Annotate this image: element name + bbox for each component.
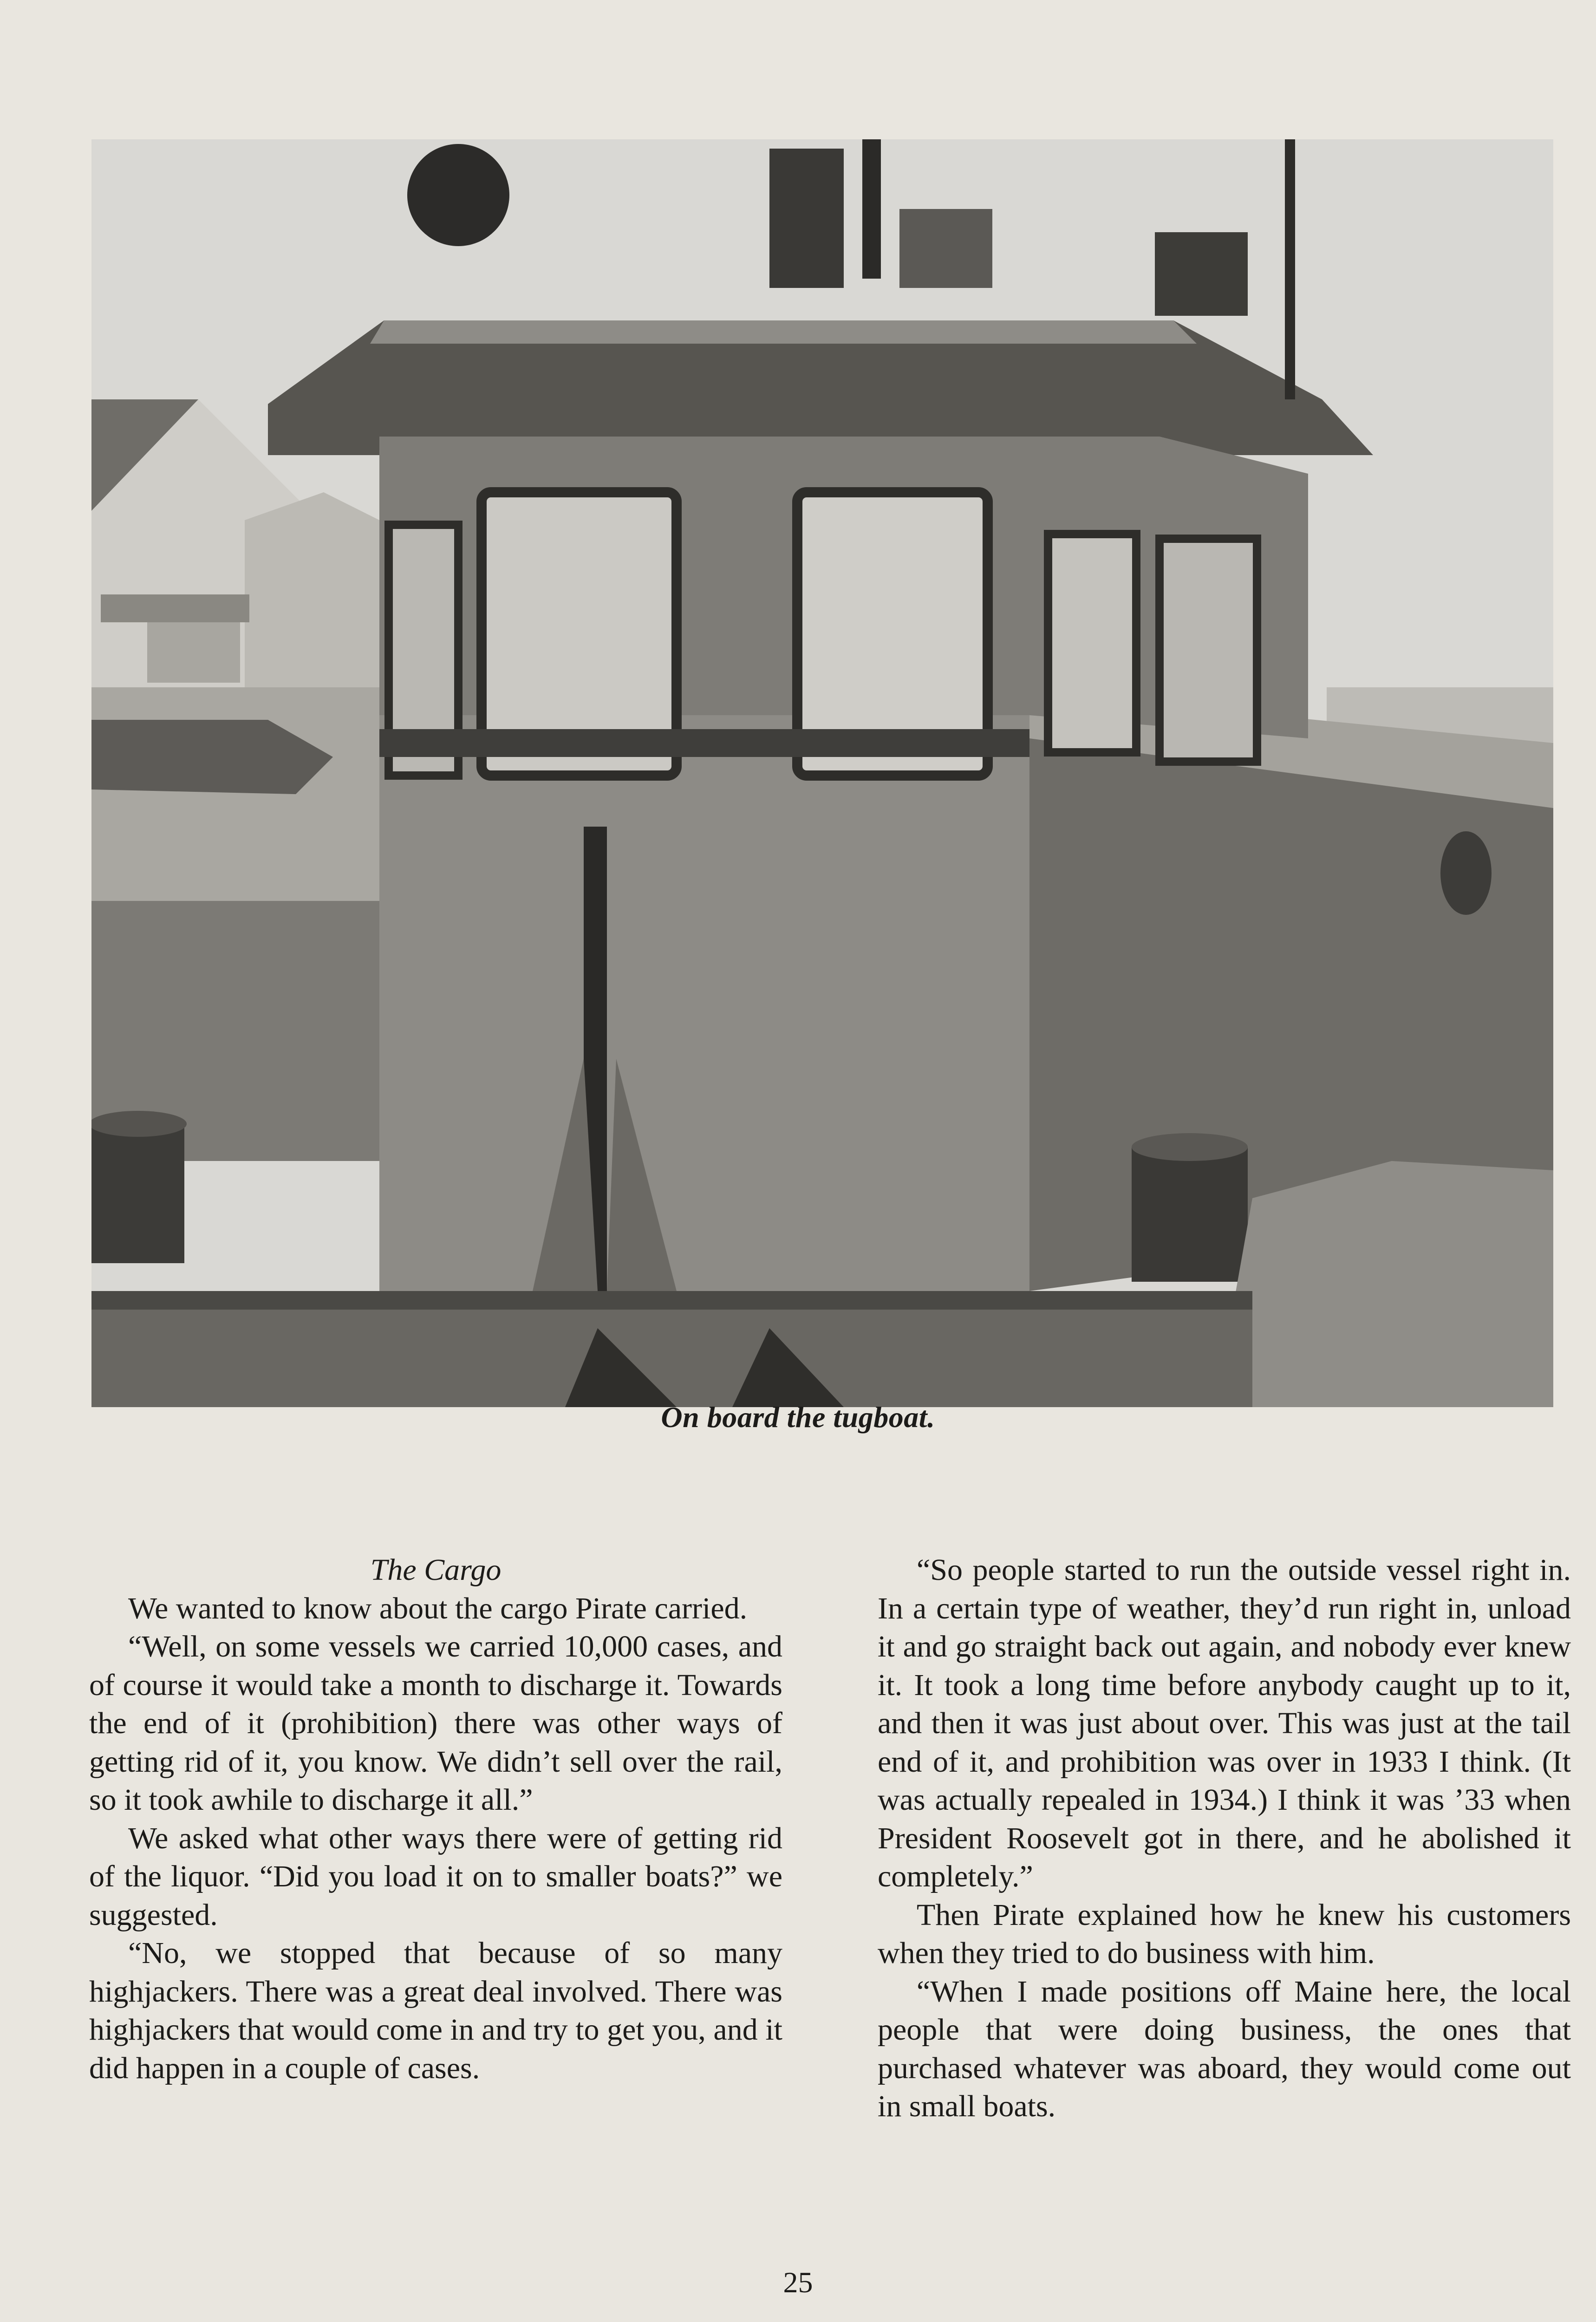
paragraph: “So people started to run the outside vessel right in. In a certain type of weather, they’d run right in, unload it and go straight back out again, and nobody ever knew it. It took a long time before anybody caught up to it, and then it was just about over. This was just at the tail end of it, and prohibition was over in 1933 I think. (It was actually repealed in 1934.) I think it was ’33 when President Roosevelt got in there, and he abolished it completely.” (878, 1553, 1571, 1893)
paragraph: We asked what other ways there were of getting rid of the liquor. “Did you load it on to smaller boats?” we suggested. (89, 1821, 782, 1932)
section-heading: The Cargo (370, 1553, 502, 1587)
paragraph: “When I made positions off Maine here, the local people that were doing business, the ones that purchased whatever was aboard, they would come out in small boats. (878, 1974, 1571, 2123)
paragraph: Then Pirate explained how he knew his customers when they tried to do business with him. (878, 1898, 1571, 1970)
tugboat-photo (91, 139, 1553, 1407)
paragraph: “Well, on some vessels we carried 10,000 cases, and of course it would take a month to discharge it. Towards the end of it (prohibition) there was other ways of getting rid of it, you know. We didn’t sell over the rail, so it took awhile to discharge it all.” (89, 1630, 782, 1817)
article-left-column (89, 1551, 782, 2087)
paragraph: We wanted to know about the cargo Pirate carried. (128, 1591, 748, 1625)
photo-caption: On board the tugboat. (661, 1401, 935, 1434)
article-right-column (878, 1551, 1571, 2126)
page-number: 25 (783, 2266, 813, 2299)
paragraph: “No, we stopped that because of so many highjackers. There was a great deal involved. There was highjackers that would come in and try to get you, and it did happen in a couple of cases. (89, 1936, 782, 2085)
